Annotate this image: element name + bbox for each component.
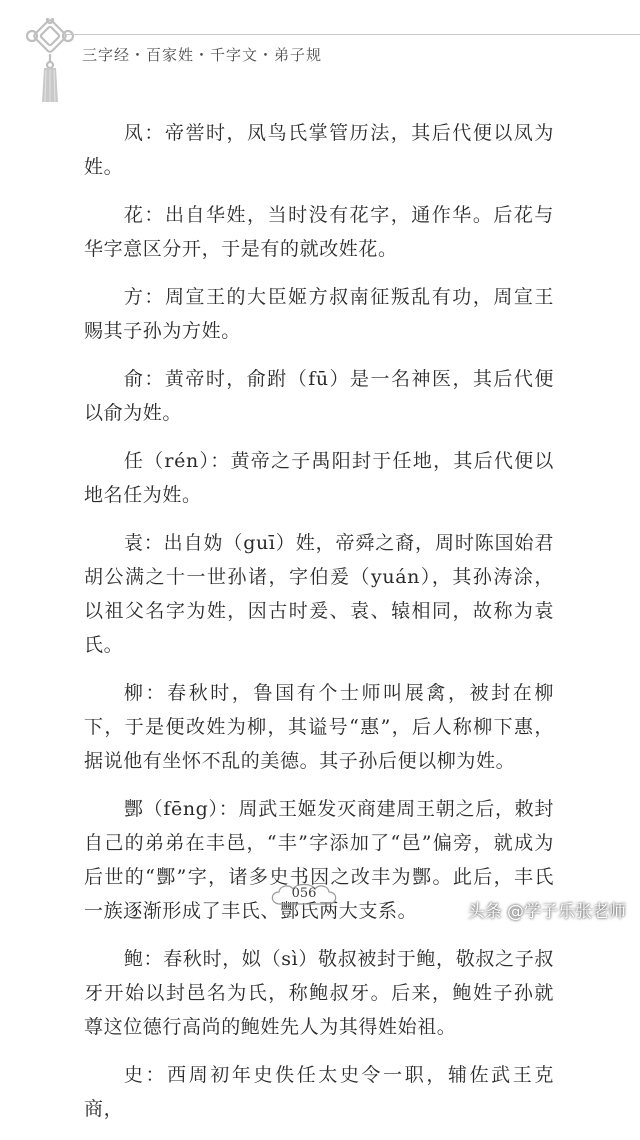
surname-entry-ren: 任（rén）：黄帝之子禺阳封于任地，其后代便以地名任为姓。 [84, 450, 554, 506]
book-title: 三字经・百家姓・千字文・弟子规 [82, 46, 323, 64]
surname-entry-liu: 柳：春秋时，鲁国有个士师叫展禽，被封在柳下，于是便改姓为柳，其谥号“惠”，后人称柳下惠，据说他有坐怀不乱的美德。其子孙后便以柳为姓。 [84, 682, 554, 772]
page-header [0, 0, 640, 110]
surname-entry-fang: 方：周宣王的大臣姬方叔南征叛乱有功，周宣王赐其子孙为方姓。 [84, 286, 554, 342]
main-text [84, 116, 554, 1140]
surname-entry-bao: 鲍：春秋时，姒（sì）敬叔被封于鲍，敬叔之子叔牙开始以封邑名为氏，称鲍叔牙。后来，鲍姓子孙就尊这位德行高尚的鲍姓先人为其得姓始祖。 [84, 948, 554, 1038]
header-rule [64, 34, 640, 35]
page-number-badge [264, 880, 344, 910]
page-number: 056 [291, 886, 317, 901]
watermark: 头条 @学子乐张老师 [467, 902, 626, 922]
surname-entry-hua: 花：出自华姓，当时没有花字，通作华。后花与华字意区分开，于是有的就改姓花。 [84, 204, 554, 260]
surname-entry-yu: 俞：黄帝时，俞跗（fū）是一名神医，其后代便以俞为姓。 [84, 368, 554, 424]
surname-entry-yuan: 袁：出自妫（guī）姓，帝舜之裔，周时陈国始君胡公满之十一世孙诸，字伯爰（yuán），其孙涛涂，以祖父名字为姓，因古时爰、袁、辕相同，故称为袁氏。 [84, 532, 554, 656]
surname-entry-shi: 史：西周初年史佚任太史令一职，辅佐武王克商， [84, 1064, 554, 1120]
surname-entry-feng2: 酆（fēng）：周武王姬发灭商建周王朝之后，敕封自己的弟弟在丰邑，“丰”字添加了“邑”偏旁，就成为后世的“酆”字，诸多史书因之改丰为酆。此后，丰氏一族逐渐形成了丰氏、酆氏两大支系。 [84, 798, 554, 922]
chinese-knot-icon [20, 18, 90, 106]
surname-entry-feng: 凤：帝喾时，凤鸟氏掌管历法，其后代便以凤为姓。 [84, 122, 554, 178]
